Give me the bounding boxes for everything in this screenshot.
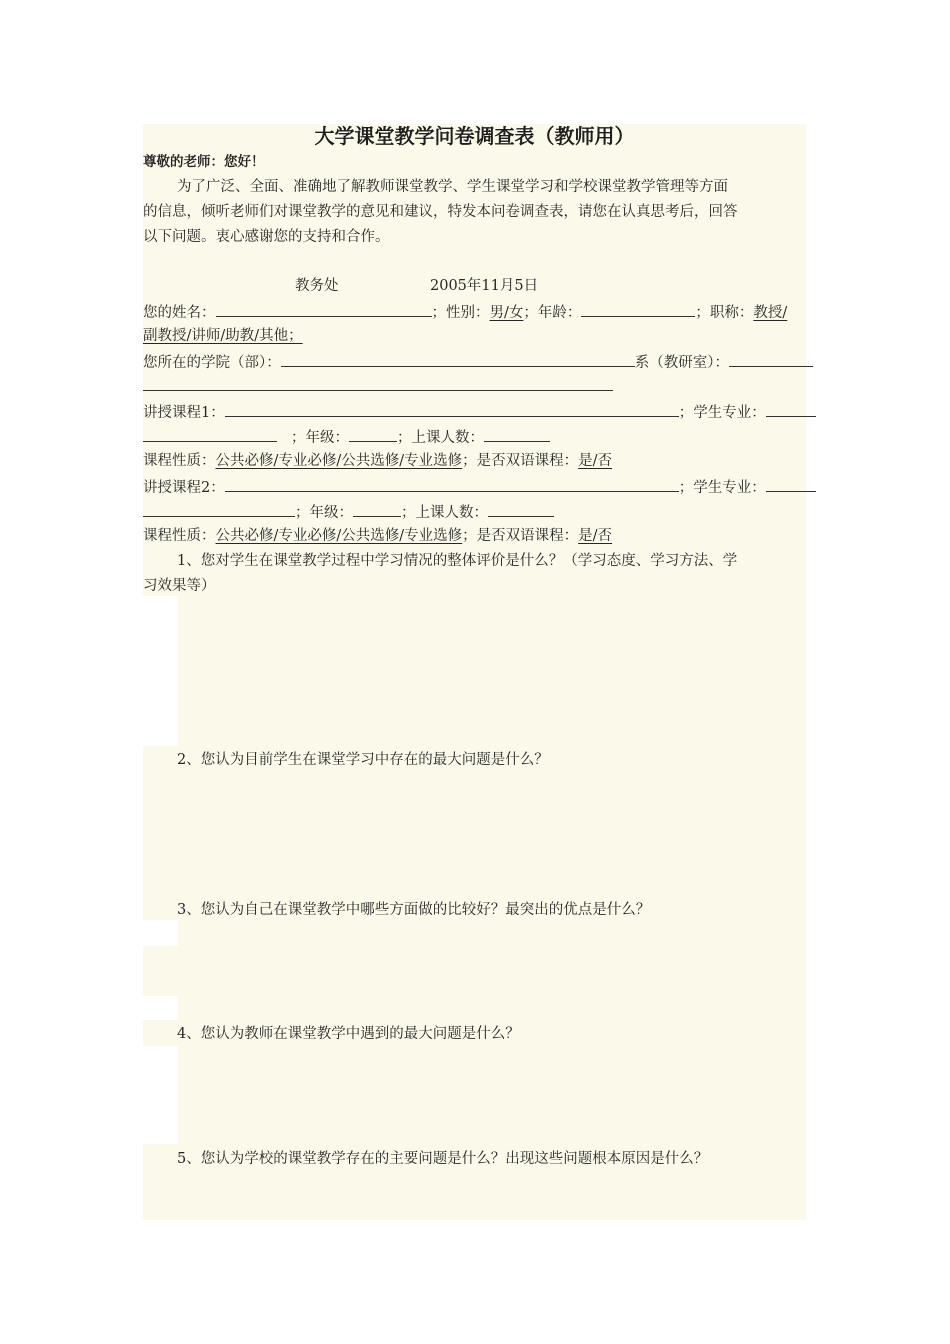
question-4: 4、您认为教师在课堂教学中遇到的最大问题是什么？ [177,1026,520,1042]
age-label: ；年龄： [523,305,582,321]
course2-row [143,477,816,497]
major2-label: ；学生专业： [678,480,766,496]
gender-label: ；性别： [431,305,490,321]
nature2-label: 课程性质： [143,528,216,544]
major1-field[interactable] [766,402,816,417]
question-3: 3、您认为自己在课堂教学中哪些方面做的比较好？最突出的优点是什么？ [177,902,651,918]
issuer: 教务处 [295,278,339,294]
page-background-q3c [178,996,806,1020]
class-size2-label: ；上课人数： [401,505,488,521]
intro-line-1: 为了广泛、全面、准确地了解教师课堂教学、学生课堂学习和学校课堂教学管理等方面 [177,179,728,195]
page-background-q2 [143,746,806,920]
grade2-label: ；年级： [295,505,353,521]
course1-nature-row [143,452,612,470]
college-field[interactable] [281,352,635,367]
course2-details-row [143,502,554,522]
course1-label: 讲授课程1： [143,405,225,421]
dept-label: 系（教研室）： [634,355,729,371]
document-title: 大学课堂教学问卷调查表（教师用） [314,124,635,148]
course2-field[interactable] [225,477,679,492]
bilingual2-label: ；是否双语课程： [462,528,579,544]
page-background-q3a [178,920,806,946]
college-row [143,352,813,372]
issue-date: 2005年11月5日 [430,278,539,294]
course2-nature-row [143,527,612,545]
question-2: 2、您认为目前学生在课堂学习中存在的最大问题是什么？ [177,752,549,768]
major1-label: ；学生专业： [678,405,766,421]
title-options-1[interactable]: 教授/ [753,305,788,321]
title-label: ；职称： [695,305,754,321]
grade2-field[interactable] [353,502,401,517]
college-label: 您所在的学院（部）： [143,355,281,371]
age-field[interactable] [581,302,695,317]
class-size2-field[interactable] [488,502,554,517]
title-options-2[interactable]: 副教授/讲师/助教/其他； [143,328,303,344]
nature1-options[interactable]: 公共必修/专业必修/公共选修/专业选修 [215,453,463,469]
page-background-q1 [178,596,806,746]
greeting: 尊敬的老师：您好！ [143,154,265,170]
dept-field-continued[interactable] [143,376,613,396]
class-size1-field[interactable] [484,427,550,442]
grade1-label: ；年级： [291,430,349,446]
course1-field[interactable] [225,402,679,417]
nature1-label: 课程性质： [143,453,216,469]
bilingual1-options[interactable]: 是/否 [578,453,613,469]
class-size1-label: ；上课人数： [397,430,484,446]
question-1-continued: 习效果等） [143,578,216,594]
major2-field-continued[interactable] [143,502,295,517]
bilingual2-options[interactable]: 是/否 [578,528,613,544]
grade1-field[interactable] [349,427,397,442]
question-5: 5、您认为学校的课堂教学存在的主要问题是什么？出现这些问题根本原因是什么？ [177,1151,709,1167]
major2-field[interactable] [766,477,816,492]
intro-line-3: 以下问题。衷心感谢您的支持和合作。 [143,229,390,245]
bilingual1-label: ；是否双语课程： [462,453,579,469]
nature2-options[interactable]: 公共必修/专业必修/公共选修/专业选修 [215,528,463,544]
course2-label: 讲授课程2： [143,480,225,496]
gender-options[interactable]: 男/女 [489,305,524,321]
intro-line-2: 的信息，倾听老师们对课堂教学的意见和建议，特发本问卷调查表，请您在认真思考后，回答 [143,204,738,220]
course1-row [143,402,816,422]
name-label: 您的姓名： [143,305,216,321]
dept-field[interactable] [729,352,813,367]
name-row [143,302,787,322]
name-field[interactable] [216,302,432,317]
major1-field-continued[interactable] [143,427,277,442]
question-1: 1、您对学生在课堂教学过程中学习情况的整体评价是什么？（学习态度、学习方法、学 [177,553,738,569]
course1-details-row [143,427,550,447]
page-background-q4b [178,1046,806,1144]
page-background-q3b [143,946,806,996]
